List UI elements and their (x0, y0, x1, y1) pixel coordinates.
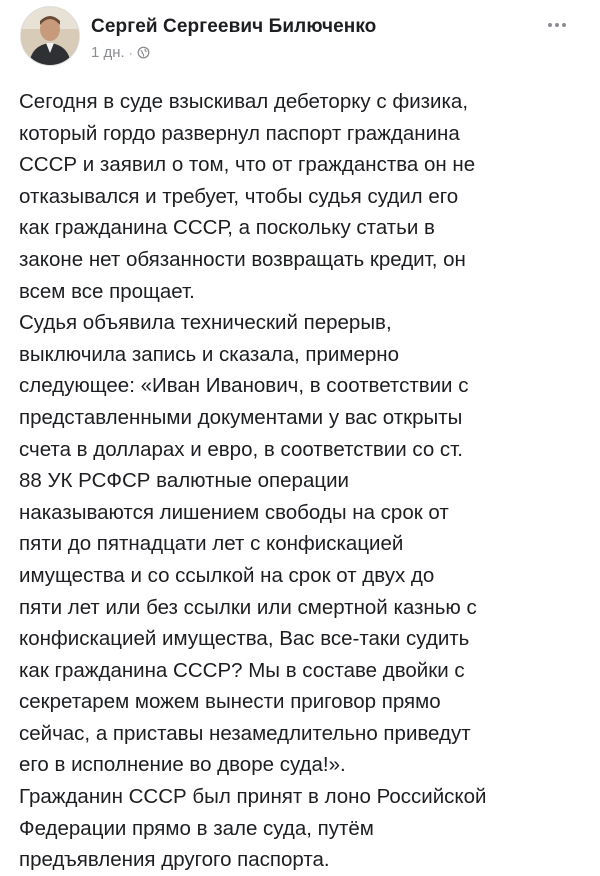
post-paragraph: Судья объявила технический перерыв, выключила запись и сказала, примерно следующее: «Иван Иванович, в соответствии с представленными документами у вас открыты счета в долларах и евро, в соответствии со ст. 88 УК РСФСР валютные операции наказываются лишением свободы на срок от пяти до пятнадцати лет с конфискацией имущества и со ссылкой на срок от двух до пяти лет или без ссылки или смертной казнью с конфискацией имущества, Вас все-таки судить как гражданина СССР? Мы в составе двойки с секретарем можем вынести приговор прямо сейчас, а приставы незамедлительно приведут его в исполнение во дворе суда!». (19, 311, 477, 777)
post-paragraph: Гражданин СССР был принят в лоно Российской Федерации прямо в зале суда, путём предъявления другого паспорта. (19, 785, 487, 872)
post-paragraph: Сегодня в суде взыскивал дебеторку с физика, который гордо развернул паспорт гражданина СССР и заявил о том, что от гражданства он не отказывался и требует, чтобы судья судил его как гражданина СССР, а поскольку статьи в законе нет обязанности возвращать кредит, он всем все прощает. (19, 90, 476, 303)
post-meta (91, 44, 150, 61)
more-options-button[interactable] (540, 14, 574, 36)
more-dots-icon (548, 23, 552, 27)
more-dot (562, 23, 566, 27)
avatar[interactable] (20, 6, 80, 66)
post-body (19, 86, 587, 876)
timestamp[interactable]: 1 дн. (91, 44, 125, 61)
more-dot (555, 23, 559, 27)
globe-icon[interactable] (137, 46, 150, 59)
meta-separator: · (128, 45, 133, 60)
post-header (20, 6, 580, 76)
author-name[interactable]: Сергей Сергеевич Билюченко (91, 16, 377, 37)
